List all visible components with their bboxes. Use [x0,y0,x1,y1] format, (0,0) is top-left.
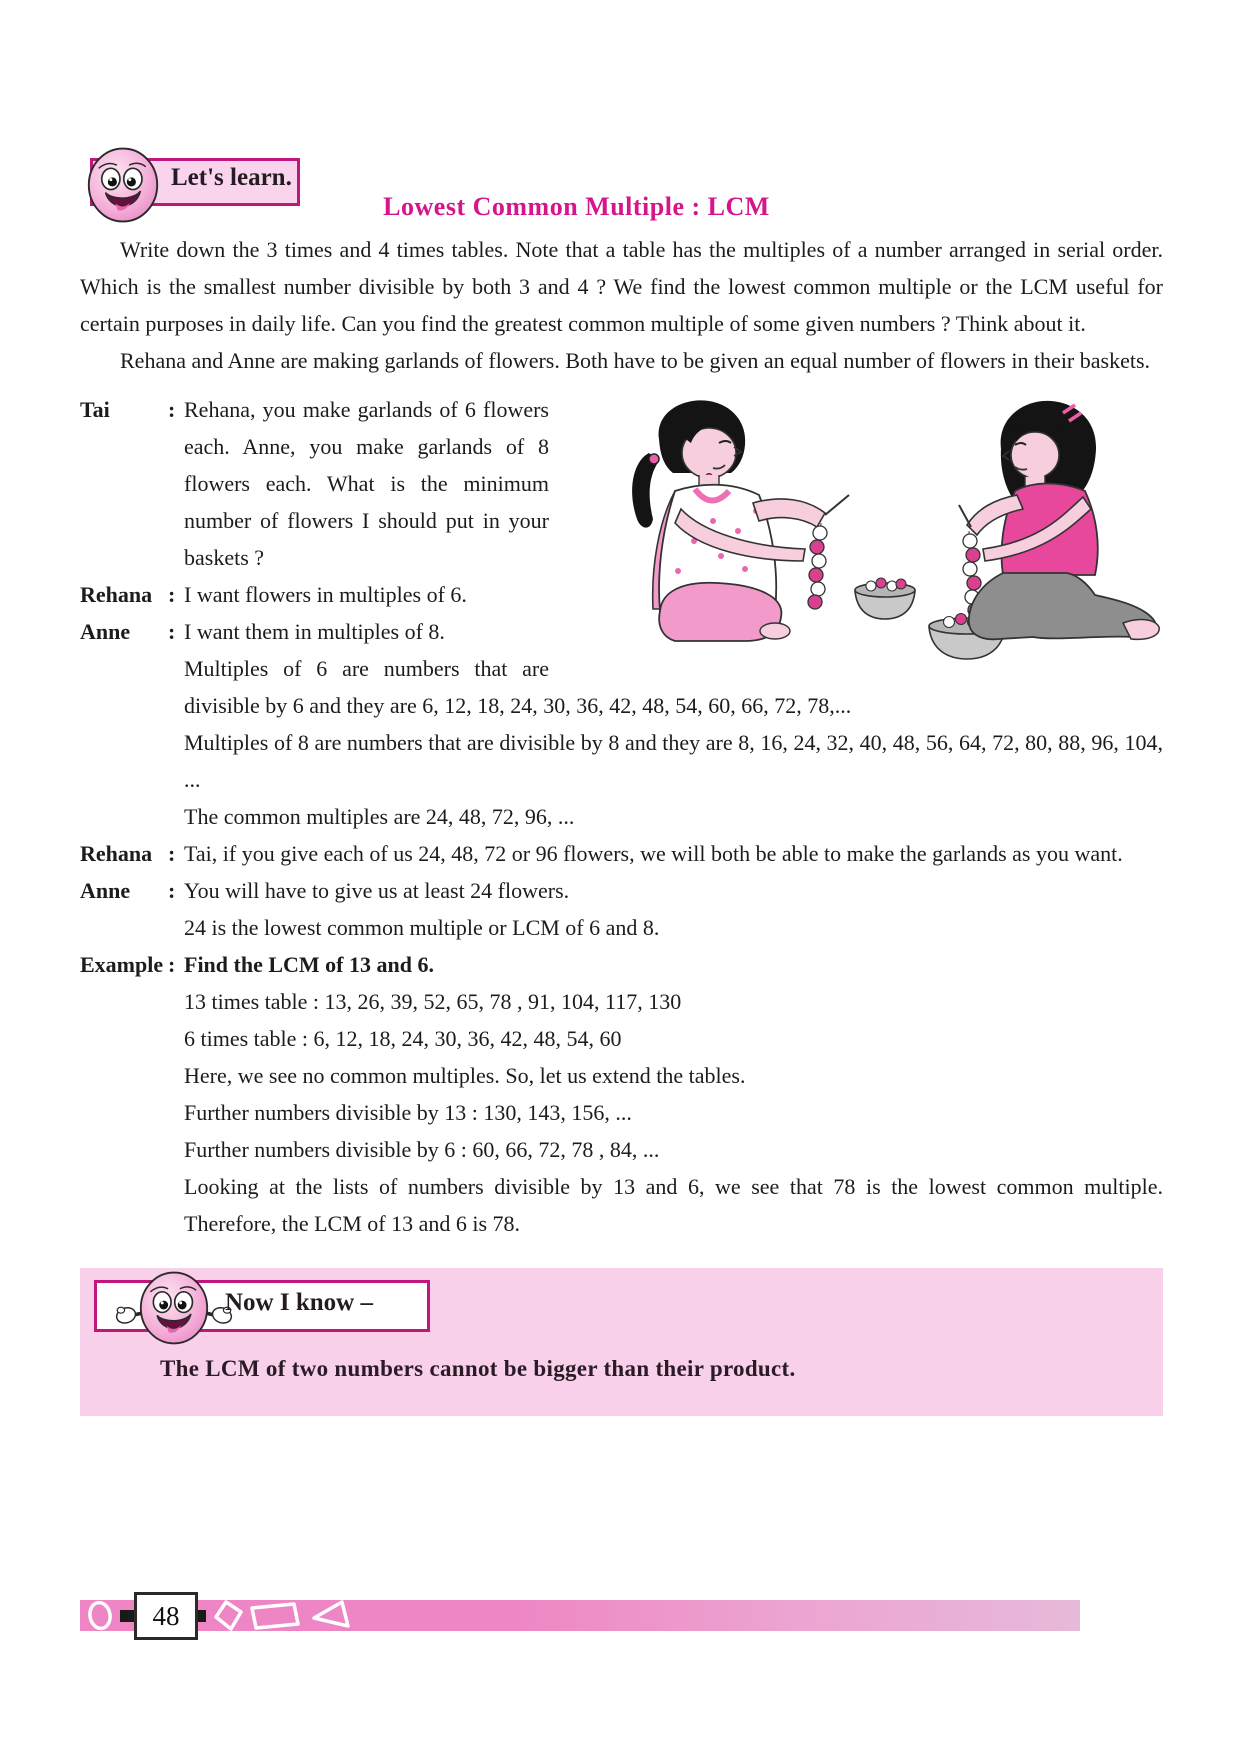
dialogue-line: Anne : I want them in multiples of 8. [80,613,1163,650]
diamond-shape-icon [216,1602,241,1629]
garland-left [808,526,827,609]
lcm-rule-statement: The LCM of two numbers cannot be bigger than their product. [160,1356,796,1381]
dialogue-line: Rehana : I want flowers in multiples of 6. [80,576,1163,613]
girls-making-garlands-drawing [563,391,1163,671]
speaker-name: Anne [80,619,131,644]
dialogue-continuation: The common multiples are 24, 48, 72, 96, ... [184,804,575,829]
lets-learn-label: Let's learn. [171,164,292,191]
example-step: 6 times table : 6, 12, 18, 24, 30, 36, 42, 48, 54, 60 [184,1026,622,1051]
speaker-name: Rehana [80,841,153,866]
intro-paragraph: Write down the 3 times and 4 times tables. Note that a table has the multiples of a number arranged in serial order. Which is the smallest number divisible by both 3 and 4 ? We find the lowest common multiple or the LCM useful for certain purposes in daily life. Can you find the greatest common multiple of some given numbers ? Think about it. [80,237,1163,336]
garland-illustration [563,391,1163,671]
now-i-know-badge [94,1280,430,1332]
now-i-know-label: Now I know – [225,1289,373,1316]
example-line: Example : Find the LCM of 13 and 6. [80,946,1163,983]
speaker-name: Example [80,952,164,977]
smiley-face-hands-icon [115,1269,233,1347]
lets-learn-badge [90,158,300,206]
page-number: 48 [134,1592,198,1640]
flower-basket [855,578,915,619]
dialogue-continuation: 24 is the lowest common multiple or LCM of 6 and 8. [184,915,660,940]
example-step: Looking at the lists of numbers divisible by 13 and 6, we see that 78 is the lowest common multiple. Therefore, the LCM of 13 and 6 is 78. [184,1174,1163,1236]
oval-shape-icon [88,1601,112,1630]
footer-bar [80,1600,1080,1631]
example-step: Here, we see no common multiples. So, let us extend the tables. [184,1063,746,1088]
footer-decorative-shapes [80,1600,380,1631]
example-step: Further numbers divisible by 6 : 60, 66, 72, 78 , 84, ... [184,1137,660,1162]
example-step: 13 times table : 13, 26, 39, 52, 65, 78 , 91, 104, 117, 130 [184,989,682,1014]
intro-paragraph: Rehana and Anne are making garlands of flowers. Both have to be given an equal number of flowers in their baskets. [120,348,1151,373]
dialogue-line: Anne : You will have to give us at least 24 flowers. [80,872,1163,909]
page-title: Lowest Common Multiple : LCM [383,192,770,221]
hand-left [115,1305,137,1325]
dialogue-continuation: Multiples of 6 are numbers that are divisible by 6 and they are 6, 12, 18, 24, 30, 36, 42, 48, 54, 60, 66, 72, 78,... [184,656,852,718]
dialogue-section [80,391,1163,1242]
triangle-shape-icon [314,1602,348,1626]
speaker-name: Rehana [80,582,153,607]
dialogue-line: Rehana : Tai, if you give each of us 24, 48, 72 or 96 flowers, we will both be able to make the garlands as you want. [80,835,1163,872]
speaker-name: Anne [80,878,131,903]
example-step: Further numbers divisible by 13 : 130, 143, 156, ... [184,1100,632,1125]
rectangle-shape-icon [252,1604,298,1628]
dialogue-line: Tai : Rehana, you make garlands of 6 flowers each. Anne, you make garlands of 8 flowers each. What is the minimum number of flowers I should put in your baskets ? [80,391,1163,576]
speaker-name: Tai [80,397,110,422]
now-i-know-box [80,1268,1163,1416]
dialogue-continuation: Multiples of 8 are numbers that are divisible by 8 and they are 8, 16, 24, 32, 40, 48, 56, 64, 72, 80, 88, 96, 104, ... [184,730,1163,792]
smiley-face-icon [85,145,161,225]
